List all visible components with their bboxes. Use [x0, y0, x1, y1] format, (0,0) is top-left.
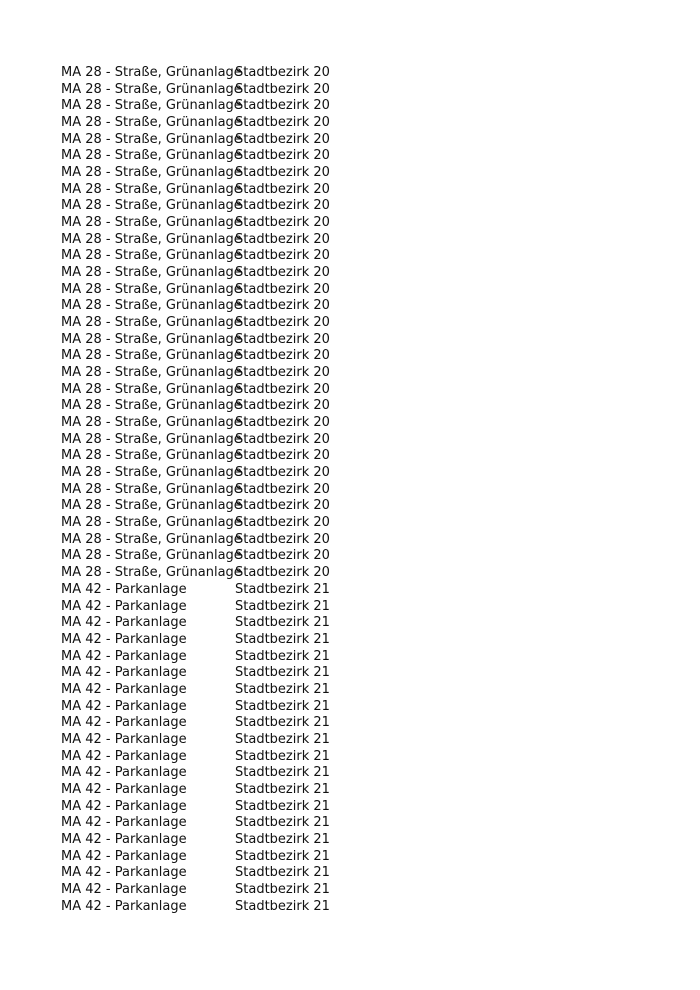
- district-cell: Stadtbezirk 21: [235, 881, 330, 897]
- table-row: [61, 665, 361, 682]
- department-cell: MA 42 - Parkanlage: [61, 631, 187, 647]
- department-cell: MA 28 - Straße, Grünanlage: [61, 298, 242, 314]
- district-cell: Stadtbezirk 20: [235, 265, 330, 281]
- district-cell: Stadtbezirk 20: [235, 98, 330, 114]
- department-cell: MA 28 - Straße, Grünanlage: [61, 465, 242, 481]
- table-row: [61, 532, 361, 549]
- table-row: [61, 348, 361, 365]
- district-cell: Stadtbezirk 20: [235, 148, 330, 164]
- district-cell: Stadtbezirk 20: [235, 415, 330, 431]
- district-cell: Stadtbezirk 21: [235, 798, 330, 814]
- department-cell: MA 42 - Parkanlage: [61, 681, 187, 697]
- table-row: [61, 232, 361, 249]
- table-row: [61, 298, 361, 315]
- table-row: [61, 382, 361, 399]
- district-cell: Stadtbezirk 21: [235, 781, 330, 797]
- department-cell: MA 28 - Straße, Grünanlage: [61, 348, 242, 364]
- table-row: [61, 182, 361, 199]
- table-row: [61, 582, 361, 599]
- table-row: [61, 332, 361, 349]
- table-row: [61, 565, 361, 582]
- district-cell: Stadtbezirk 20: [235, 281, 330, 297]
- table-row: [61, 315, 361, 332]
- district-cell: Stadtbezirk 20: [235, 198, 330, 214]
- district-cell: Stadtbezirk 20: [235, 515, 330, 531]
- department-cell: MA 42 - Parkanlage: [61, 698, 187, 714]
- department-cell: MA 28 - Straße, Grünanlage: [61, 365, 242, 381]
- department-cell: MA 42 - Parkanlage: [61, 748, 187, 764]
- department-cell: MA 28 - Straße, Grünanlage: [61, 498, 242, 514]
- department-cell: MA 28 - Straße, Grünanlage: [61, 481, 242, 497]
- table-row: [61, 132, 361, 149]
- table-row: [61, 498, 361, 515]
- department-cell: MA 42 - Parkanlage: [61, 765, 187, 781]
- table-row: [61, 649, 361, 666]
- department-cell: MA 42 - Parkanlage: [61, 581, 187, 597]
- table-row: [61, 215, 361, 232]
- district-cell: Stadtbezirk 20: [235, 398, 330, 414]
- district-cell: Stadtbezirk 20: [235, 465, 330, 481]
- district-cell: Stadtbezirk 20: [235, 181, 330, 197]
- district-cell: Stadtbezirk 21: [235, 715, 330, 731]
- table-row: [61, 115, 361, 132]
- department-cell: MA 28 - Straße, Grünanlage: [61, 198, 242, 214]
- department-cell: MA 42 - Parkanlage: [61, 715, 187, 731]
- department-cell: MA 28 - Straße, Grünanlage: [61, 331, 242, 347]
- district-cell: Stadtbezirk 20: [235, 548, 330, 564]
- district-cell: Stadtbezirk 20: [235, 365, 330, 381]
- table-row: [61, 782, 361, 799]
- district-cell: Stadtbezirk 21: [235, 615, 330, 631]
- table-row: [61, 198, 361, 215]
- district-cell: Stadtbezirk 20: [235, 215, 330, 231]
- department-cell: MA 28 - Straße, Grünanlage: [61, 548, 242, 564]
- department-cell: MA 28 - Straße, Grünanlage: [61, 531, 242, 547]
- data-table: [61, 65, 361, 915]
- table-row: [61, 632, 361, 649]
- table-row: [61, 282, 361, 299]
- table-row: [61, 448, 361, 465]
- district-cell: Stadtbezirk 20: [235, 431, 330, 447]
- table-row: [61, 465, 361, 482]
- district-cell: Stadtbezirk 20: [235, 81, 330, 97]
- table-row: [61, 865, 361, 882]
- table-row: [61, 699, 361, 716]
- district-cell: Stadtbezirk 21: [235, 648, 330, 664]
- district-cell: Stadtbezirk 20: [235, 231, 330, 247]
- district-cell: Stadtbezirk 20: [235, 331, 330, 347]
- department-cell: MA 28 - Straße, Grünanlage: [61, 248, 242, 264]
- district-cell: Stadtbezirk 20: [235, 531, 330, 547]
- district-cell: Stadtbezirk 21: [235, 848, 330, 864]
- table-row: [61, 715, 361, 732]
- district-cell: Stadtbezirk 20: [235, 381, 330, 397]
- district-cell: Stadtbezirk 21: [235, 865, 330, 881]
- department-cell: MA 28 - Straße, Grünanlage: [61, 131, 242, 147]
- department-cell: MA 42 - Parkanlage: [61, 598, 187, 614]
- department-cell: MA 28 - Straße, Grünanlage: [61, 431, 242, 447]
- table-row: [61, 432, 361, 449]
- table-row: [61, 398, 361, 415]
- department-cell: MA 42 - Parkanlage: [61, 648, 187, 664]
- department-cell: MA 42 - Parkanlage: [61, 848, 187, 864]
- district-cell: Stadtbezirk 21: [235, 665, 330, 681]
- table-row: [61, 615, 361, 632]
- department-cell: MA 28 - Straße, Grünanlage: [61, 115, 242, 131]
- district-cell: Stadtbezirk 20: [235, 165, 330, 181]
- district-cell: Stadtbezirk 20: [235, 315, 330, 331]
- district-cell: Stadtbezirk 20: [235, 65, 330, 80]
- table-row: [61, 599, 361, 616]
- district-cell: Stadtbezirk 20: [235, 481, 330, 497]
- table-row: [61, 832, 361, 849]
- table-row: [61, 365, 361, 382]
- department-cell: MA 42 - Parkanlage: [61, 815, 187, 831]
- table-row: [61, 682, 361, 699]
- district-cell: Stadtbezirk 21: [235, 581, 330, 597]
- table-row: [61, 799, 361, 816]
- table-row: [61, 749, 361, 766]
- table-row: [61, 82, 361, 99]
- table-row: [61, 265, 361, 282]
- department-cell: MA 42 - Parkanlage: [61, 881, 187, 897]
- district-cell: Stadtbezirk 21: [235, 898, 330, 914]
- district-cell: Stadtbezirk 21: [235, 681, 330, 697]
- department-cell: MA 42 - Parkanlage: [61, 798, 187, 814]
- district-cell: Stadtbezirk 20: [235, 115, 330, 131]
- district-cell: Stadtbezirk 20: [235, 248, 330, 264]
- department-cell: MA 28 - Straße, Grünanlage: [61, 231, 242, 247]
- table-row: [61, 815, 361, 832]
- department-cell: MA 42 - Parkanlage: [61, 898, 187, 914]
- district-cell: Stadtbezirk 21: [235, 831, 330, 847]
- department-cell: MA 28 - Straße, Grünanlage: [61, 381, 242, 397]
- department-cell: MA 28 - Straße, Grünanlage: [61, 98, 242, 114]
- table-row: [61, 515, 361, 532]
- district-cell: Stadtbezirk 21: [235, 598, 330, 614]
- table-row: [61, 482, 361, 499]
- table-row: [61, 165, 361, 182]
- table-row: [61, 248, 361, 265]
- table-row: [61, 732, 361, 749]
- table-row: [61, 765, 361, 782]
- department-cell: MA 28 - Straße, Grünanlage: [61, 448, 242, 464]
- district-cell: Stadtbezirk 20: [235, 298, 330, 314]
- department-cell: MA 28 - Straße, Grünanlage: [61, 565, 242, 581]
- table-row: [61, 849, 361, 866]
- district-cell: Stadtbezirk 20: [235, 131, 330, 147]
- table-row: [61, 882, 361, 899]
- department-cell: MA 28 - Straße, Grünanlage: [61, 398, 242, 414]
- department-cell: MA 42 - Parkanlage: [61, 865, 187, 881]
- district-cell: Stadtbezirk 21: [235, 731, 330, 747]
- department-cell: MA 42 - Parkanlage: [61, 731, 187, 747]
- district-cell: Stadtbezirk 21: [235, 748, 330, 764]
- district-cell: Stadtbezirk 20: [235, 448, 330, 464]
- department-cell: MA 28 - Straße, Grünanlage: [61, 415, 242, 431]
- department-cell: MA 28 - Straße, Grünanlage: [61, 515, 242, 531]
- department-cell: MA 28 - Straße, Grünanlage: [61, 65, 242, 80]
- department-cell: MA 28 - Straße, Grünanlage: [61, 148, 242, 164]
- district-cell: Stadtbezirk 20: [235, 498, 330, 514]
- department-cell: MA 42 - Parkanlage: [61, 615, 187, 631]
- table-row: [61, 415, 361, 432]
- department-cell: MA 28 - Straße, Grünanlage: [61, 181, 242, 197]
- district-cell: Stadtbezirk 21: [235, 631, 330, 647]
- department-cell: MA 42 - Parkanlage: [61, 781, 187, 797]
- department-cell: MA 28 - Straße, Grünanlage: [61, 215, 242, 231]
- table-row: [61, 65, 361, 82]
- department-cell: MA 28 - Straße, Grünanlage: [61, 281, 242, 297]
- district-cell: Stadtbezirk 21: [235, 698, 330, 714]
- table-row: [61, 98, 361, 115]
- department-cell: MA 28 - Straße, Grünanlage: [61, 265, 242, 281]
- district-cell: Stadtbezirk 20: [235, 348, 330, 364]
- district-cell: Stadtbezirk 21: [235, 765, 330, 781]
- table-row: [61, 548, 361, 565]
- table-row: [61, 899, 361, 916]
- district-cell: Stadtbezirk 20: [235, 565, 330, 581]
- district-cell: Stadtbezirk 21: [235, 815, 330, 831]
- table-row: [61, 148, 361, 165]
- department-cell: MA 42 - Parkanlage: [61, 665, 187, 681]
- department-cell: MA 28 - Straße, Grünanlage: [61, 165, 242, 181]
- department-cell: MA 28 - Straße, Grünanlage: [61, 81, 242, 97]
- department-cell: MA 28 - Straße, Grünanlage: [61, 315, 242, 331]
- department-cell: MA 42 - Parkanlage: [61, 831, 187, 847]
